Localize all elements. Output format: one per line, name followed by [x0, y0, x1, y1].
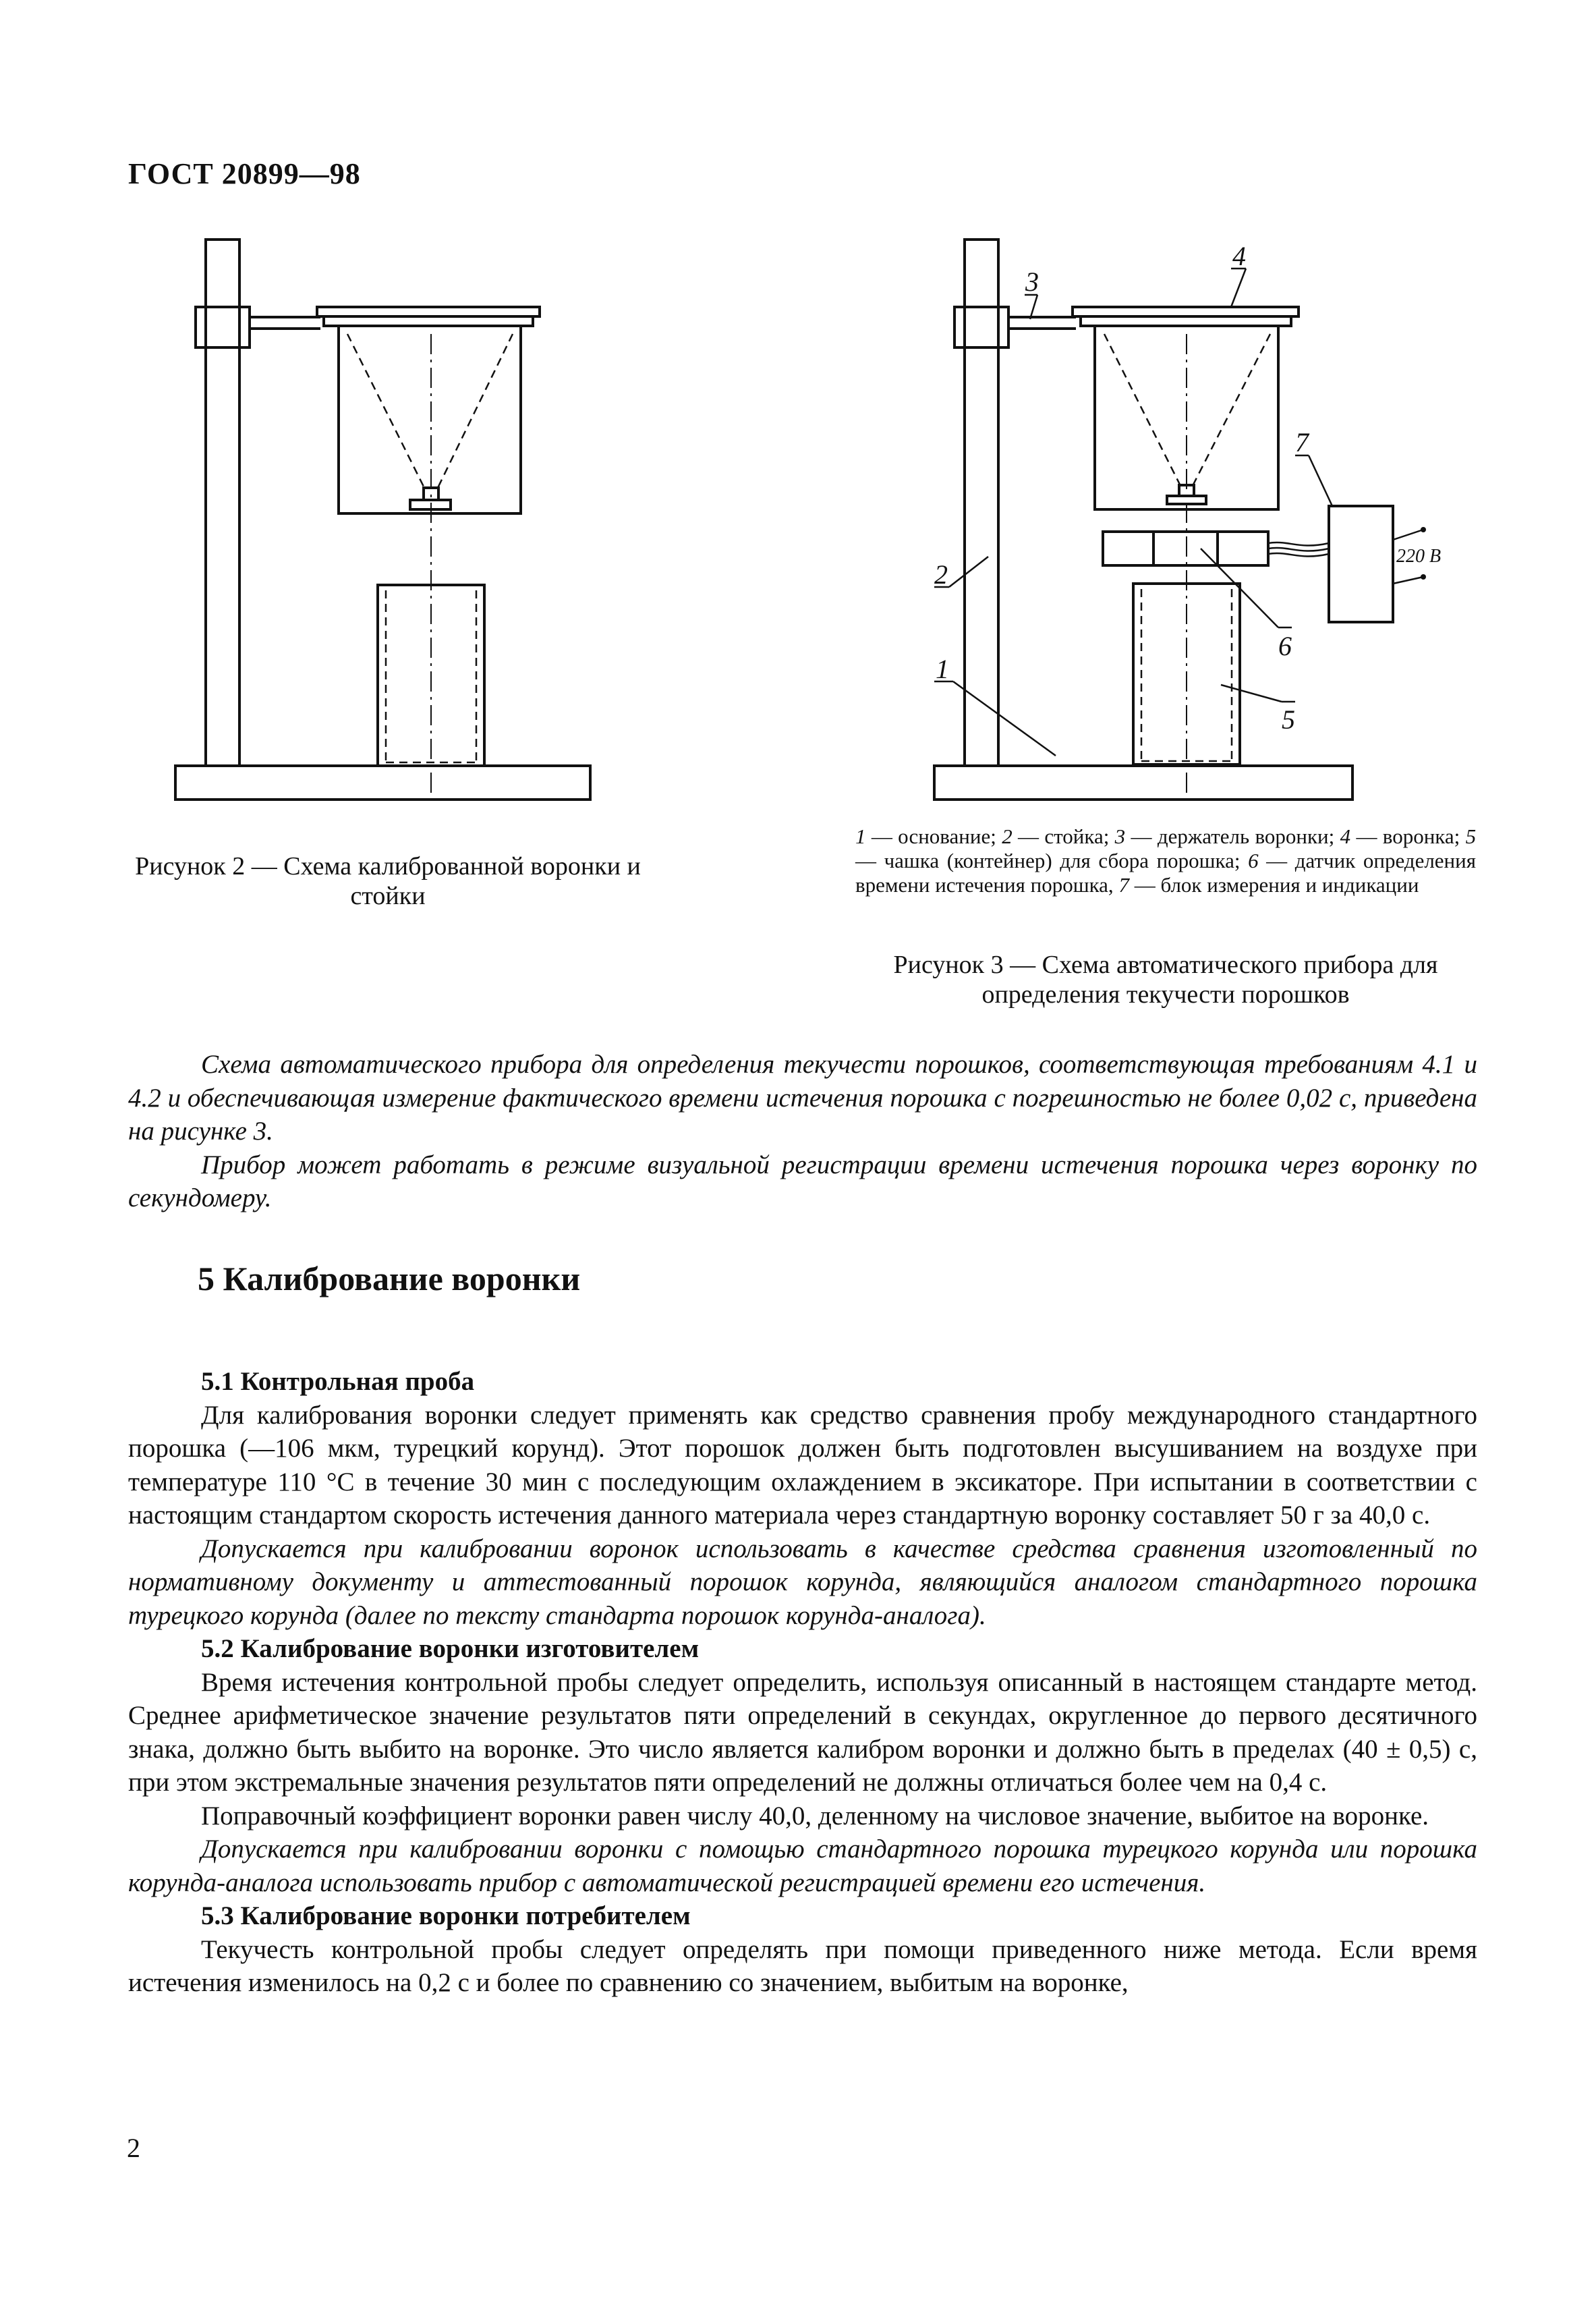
callout-6: 6	[1278, 631, 1292, 661]
section-5-body	[128, 1365, 1477, 2000]
figure-2-caption: Рисунок 2 — Схема калиброванной воронки и стойки	[135, 852, 641, 910]
callout-4: 4	[1232, 241, 1246, 271]
subsection-5-3-title: 5.3 Калибрование воронки потребителем	[201, 1901, 691, 1930]
intro-paragraph-1: Схема автоматического прибора для определения текучести порошков, соответствующая требованиям 4.1 и 4.2 и обеспечивающая измерение фактического времени истечения порошка с погрешностью не более 0,02 с, приведена на рисунке 3.	[128, 1050, 1477, 1146]
subsection-5-1-title: 5.1 Контрольная проба	[201, 1367, 475, 1396]
figure-3-drawing	[921, 233, 1474, 813]
section-5-title: 5 Калибрование воронки	[198, 1260, 581, 1297]
subsection-5-2-paragraph-3: Допускается при калибровании воронки с помощью стандартного порошка турецкого корунда или порошка корунда-аналога использовать прибор с автоматической регистрацией времени его истечения.	[128, 1835, 1477, 1897]
intro-text	[128, 1048, 1477, 1215]
callout-7: 7	[1295, 427, 1309, 457]
callout-2: 2	[934, 559, 948, 590]
intro-paragraph-2: Прибор может работать в режиме визуальной регистрации времени истечения порошка через воронку по секундомеру.	[128, 1150, 1477, 1212]
figure-3-legend: 1 — основание; 2 — стойка; 3 — держатель воронки; 4 — воронка; 5 — чашка (контейнер) для сбора порошка; 6 — датчик определения времени истечения порошка, 7 — блок измерения и индикации	[855, 824, 1477, 897]
callout-1: 1	[936, 654, 949, 684]
figure-2-drawing	[169, 233, 600, 813]
subsection-5-2-title: 5.2 Калибрование воронки изготовителем	[201, 1634, 700, 1663]
page-number: 2	[127, 2133, 140, 2163]
callout-3: 3	[1025, 267, 1039, 297]
subsection-5-3-paragraph-1: Текучесть контрольной пробы следует определять при помощи приведенного ниже метода. Если время истечения изменилось на 0,2 с и более по сравнению со значением, выбитым на воронке,	[128, 1934, 1477, 1997]
subsection-5-1-paragraph-2: Допускается при калибровании воронок использовать в качестве средства сравнения изготовленный по нормативному документу и аттестованный порошок корунда, являющийся аналогом стандартного порошка турецкого корунда (далее по тексту стандарта порошок корунда-аналога).	[128, 1534, 1477, 1630]
callout-5: 5	[1282, 704, 1295, 735]
subsection-5-2-paragraph-1: Время истечения контрольной пробы следует определить, используя описанный в настоящем стандарте метод. Среднее арифметическое значение результатов пяти определений в секундах, округленное до первого десятичного знака, должно быть выбито на воронке. Это число является калибром воронки и должно быть в пределах (40 ± 0,5) с, при этом экстремальные значения результатов пяти определений не должны отличаться более чем на 0,4 с.	[128, 1667, 1477, 1797]
subsection-5-2-paragraph-2: Поправочный коэффициент воронки равен числу 40,0, деленному на числовое значение, выбитое на воронке.	[201, 1801, 1429, 1830]
voltage-label: 220 В	[1396, 546, 1442, 567]
figure-3-caption: Рисунок 3 — Схема автоматического прибора для определения текучести порошков	[893, 951, 1438, 1009]
subsection-5-1-paragraph-1: Для калибрования воронки следует применять как средство сравнения пробу международного стандартного порошка (—106 мкм, турецкий корунд). Этот порошок должен быть подготовлен высушиванием на воздухе при температуре 110 °С в течение 30 мин с последующим охлаждением в эксикаторе. При испытании в соответствии с настоящим стандартом скорость истечения данного материала через стандартную воронку составляет 50 г за 40,0 с.	[128, 1400, 1477, 1530]
document-header: ГОСТ 20899—98	[128, 157, 361, 190]
